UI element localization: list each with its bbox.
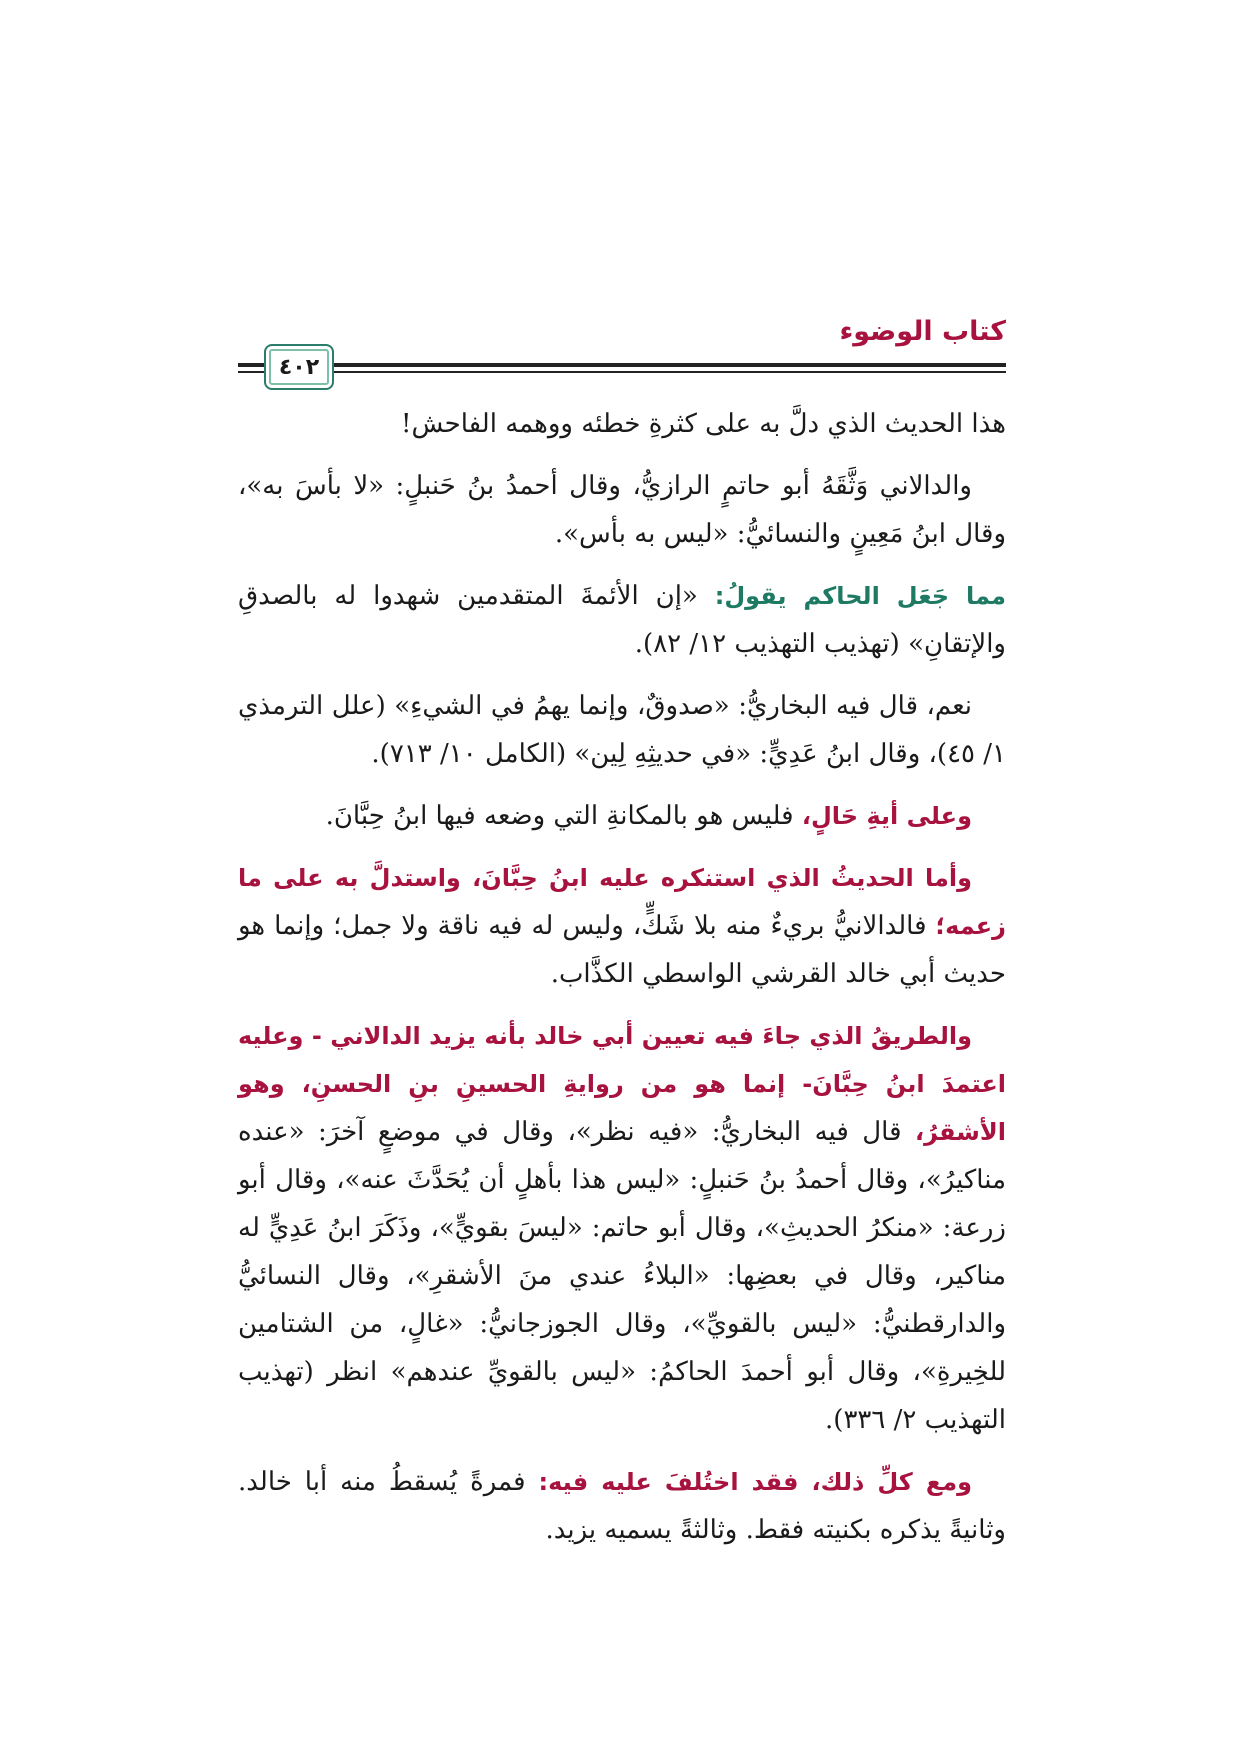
paragraph-4 [238,682,1006,778]
paragraph-5-heading: وعلى أيةِ حَالٍ، [801,802,972,830]
paragraph-3-text: «إن الأئمةَ المتقدمين شهدوا له بالصدقِ والإتقانِ» (تهذيب التهذيب ١٢/ ٨٢). [238,581,1006,659]
paragraph-5 [238,792,1006,840]
paragraph-6 [238,854,1006,998]
paragraph-6-text: فالدالانيُّ بريءٌ منه بلا شَكٍّ، وليس له فيه ناقة ولا جمل؛ وإنما هو حديث أبي خالد القرشي الواسطي الكذَّاب. [238,911,1006,989]
header-rule-thin [238,371,1006,373]
paragraph-7-heading: والطريقُ الذي جاءَ فيه تعيين أبي خالد بأنه يزيد الدالاني - وعليه اعتمدَ ابنُ حِبَّانَ- إنما هو من روايةِ الحسينِ بنِ الحسنِ، وهو الأشقرُ، [238,1022,1006,1146]
paragraph-8-heading: ومع كلِّ ذلك، فقد اختُلفَ عليه فيه: [538,1468,973,1496]
page-header [238,310,1006,388]
paragraph-8 [238,1458,1006,1554]
page-number: ٤٠٢ [278,354,320,380]
paragraph-7-text: قال فيه البخاريُّ: «فيه نظر»، وقال في موضعٍ آخرَ: «عنده مناكيرُ»، وقال أحمدُ بنُ حَنبلٍ: «ليس هذا بأهلٍ أن يُحَدَّثَ عنه»، وقال أبو زرعة: «منكرُ الحديثِ»، وقال أبو حاتم: «ليسَ بقويٍّ»، وذَكَرَ ابنُ عَدِيٍّ له مناكير، وقال في بعضِها: «البلاءُ عندي منَ الأشقرِ»، وقال النسائيُّ والدارقطنيُّ: «ليس بالقويِّ»، وقال الجوزجانيُّ: «غالٍ، من الشتامين للخِيرةِ»، وقال أبو أحمدَ الحاكمُ: «ليس بالقويِّ عندهم» انظر (تهذيب التهذيب ٢/ ٣٣٦). [238,1117,1006,1435]
paragraph-2 [238,462,1006,558]
page-number-frame [264,344,334,390]
paragraph-1-text: هذا الحديث الذي دلَّ به على كثرةِ خطئه ووهمه الفاحش! [401,409,1006,439]
paragraph-3 [238,572,1006,668]
paragraph-2-text: والدالاني وَثَّقَهُ أبو حاتمٍ الرازيُّ، وقال أحمدُ بنُ حَنبلٍ: «لا بأسَ به»، وقال ابنُ مَعِينٍ والنسائيُّ: «ليس به بأس». [238,471,1006,549]
paragraph-8-text: فمرةً يُسقطُ منه أبا خالد. وثانيةً يذكره بكنيته فقط. وثالثةً يسميه يزيد. [238,1467,1006,1545]
paragraph-3-heading: مما جَعَل الحاكم يقولُ: [714,582,1006,610]
header-rule-thick [238,363,1006,367]
book-title: كتاب الوضوء [839,316,1006,347]
paragraph-5-text: فليس هو بالمكانةِ التي وضعه فيها ابنُ حِبَّانَ. [325,801,802,831]
paragraph-4-text: نعم، قال فيه البخاريُّ: «صدوقٌ، وإنما يهمُ في الشيءِ» (علل الترمذي ١/ ٤٥)، وقال ابنُ عَدِيٍّ: «في حديثِهِ لِين» (الكامل ١٠/ ٧١٣). [238,691,1006,769]
page-body [238,400,1006,1568]
paragraph-6-heading: وأما الحديثُ الذي استنكره عليه ابنُ حِبَّانَ، واستدلَّ به على ما زعمه؛ [238,864,1006,940]
paragraph-1 [238,400,1006,448]
paragraph-7 [238,1012,1006,1444]
